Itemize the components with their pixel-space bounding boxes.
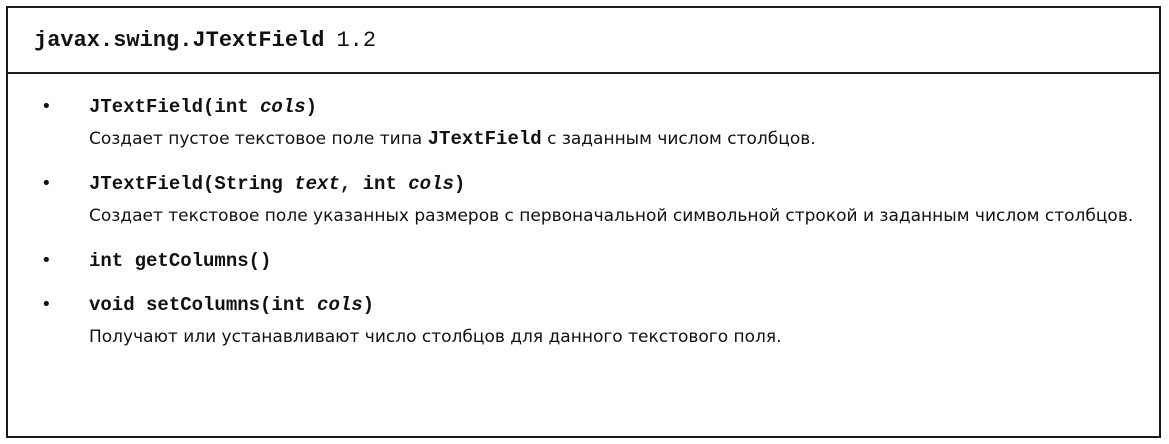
method-item (8, 172, 1159, 229)
version-number: 1.2 (336, 27, 377, 53)
bullet-icon: • (41, 96, 52, 117)
method-list (8, 95, 1159, 350)
method-description: Создает пустое текстовое поле типа JTextField с заданным числом столбцов. (89, 128, 816, 150)
bullet-icon: • (41, 294, 52, 315)
class-name: javax.swing.JTextField (34, 27, 325, 53)
bullet-icon: • (41, 173, 52, 194)
api-reference-box (6, 6, 1161, 438)
method-item (8, 249, 1159, 273)
method-signature: int getColumns() (89, 250, 272, 272)
method-signature: JTextField(int cols) (89, 96, 318, 118)
method-item (8, 293, 1159, 350)
bullet-icon: • (41, 250, 52, 271)
api-header (8, 8, 1159, 74)
method-description: Создает текстовое поле указанных размеров с первоначальной символьной строкой и заданным числом столбцов. (89, 206, 1134, 226)
method-signature: void setColumns(int cols) (89, 294, 375, 316)
method-description: Получают или устанавливают число столбцов для данного текстового поля. (89, 327, 782, 347)
method-signature: JTextField(String text, int cols) (89, 173, 466, 195)
method-item (8, 95, 1159, 152)
